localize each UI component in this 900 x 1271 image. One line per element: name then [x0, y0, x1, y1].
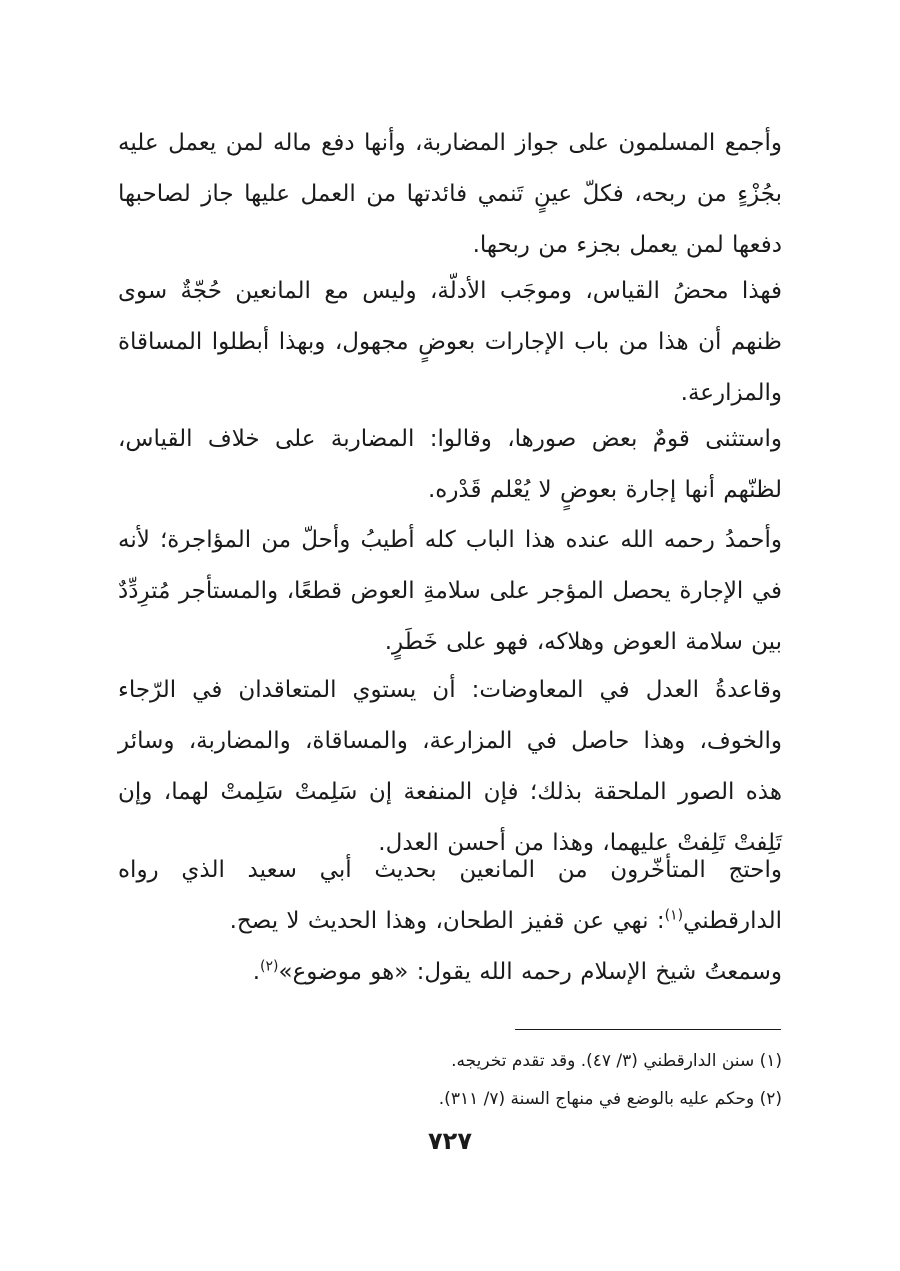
paragraph-7-text-before: وسمعتُ شيخ الإسلام رحمه الله يقول: «هو موضوع» — [278, 959, 782, 985]
paragraph-1: وأجمع المسلمون على جواز المضاربة، وأنها دفع ماله لمن يعمل عليه بجُزْءٍ من ربحه، فكلّ عينٍ تَنمي فائدتها من العمل عليها جاز لصاحبها دفعها لمن يعمل بجزء من ربحها. — [118, 130, 782, 258]
paragraph-7-text-after: . — [252, 959, 261, 985]
paragraph-3: واستثنى قومٌ بعض صورها، وقالوا: المضاربة على خلاف القياس، لظنّهم أنها إجارة بعوضٍ لا يُعْلم قَدْره. — [118, 426, 782, 503]
paragraph-6 — [118, 845, 782, 947]
paragraph-7 — [118, 947, 782, 998]
footnote-2: (٢) وحكم عليه بالوضع في منهاج السنة (٧/ ٣١١). — [438, 1089, 782, 1109]
footnote-ref-2[interactable]: (٢) — [260, 958, 279, 975]
paragraph-6-text-before: واحتج المتأخّرون من المانعين بحديث أبي سعيد الذي رواه الدارقطني — [118, 857, 782, 934]
paragraph-6-text-after: : نهي عن قفيز الطحان، وهذا الحديث لا يصح. — [229, 908, 665, 934]
footnote-divider — [515, 1029, 781, 1030]
paragraph-2: فهذا محضُ القياس، وموجَب الأدلّة، وليس مع المانعين حُجّةٌ سوى ظنهم أن هذا من باب الإجارات بعوضٍ مجهول، وبهذا أبطلوا المساقاة والمزارعة. — [118, 278, 782, 406]
paragraph-5: وقاعدةُ العدل في المعاوضات: أن يستوي المتعاقدان في الرّجاء والخوف، وهذا حاصل في المزارعة، والمساقاة، والمضاربة، وسائر هذه الصور الملحقة بذلك؛ فإن المنفعة إن سَلِمتْ سَلِمتْ لهما، وإن تَلِفتْ تَلِفتْ عليهما، وهذا من أحسن العدل. — [118, 677, 782, 856]
footnote-1: (١) سنن الدارقطني (٣/ ٤٧). وقد تقدم تخريجه. — [451, 1051, 782, 1071]
paragraph-4: وأحمدُ رحمه الله عنده هذا الباب كله أطيبُ وأحلّ من المؤاجرة؛ لأنه في الإجارة يحصل المؤجر على سلامةِ العوض قطعًا، والمستأجر مُترِدِّدٌ بين سلامة العوض وهلاكه، فهو على خَطَرٍ. — [118, 527, 782, 655]
footnote-ref-1[interactable]: (١) — [664, 907, 684, 924]
page-number: ٧٢٧ — [428, 1127, 472, 1155]
